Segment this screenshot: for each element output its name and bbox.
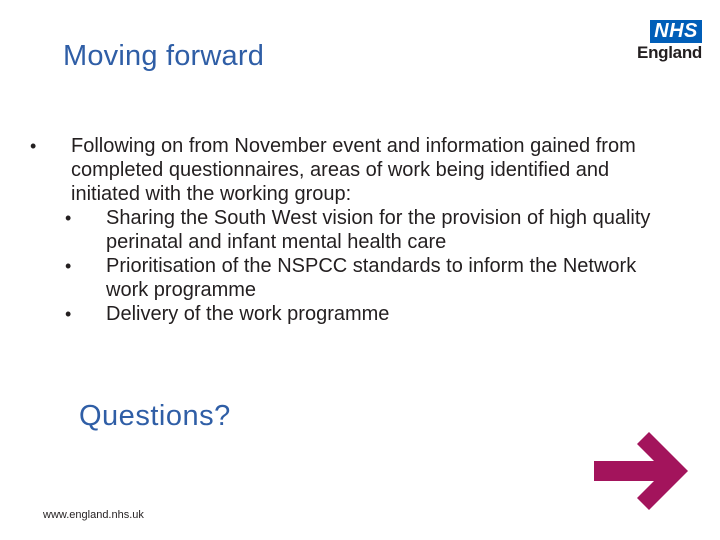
sub-bullet-text: Delivery of the work programme [106,303,390,325]
arrow-shaft [594,461,664,481]
slide-body [30,134,670,326]
questions-heading: Questions? [79,400,231,432]
bullet-glyph: • [65,256,72,276]
sub-bullet-text: Sharing the South West vision for the provision of high quality perinatal and infant mental health care [106,207,651,253]
nhs-logo-region: England [637,43,702,62]
sub-bullet-text: Prioritisation of the NSPCC standards to inform the Network work programme [106,255,637,301]
bullet-glyph: • [30,136,37,156]
bullet-text: Following on from November event and information gained from completed questionnaires, areas of work being identified and initiated with the working group: [71,135,636,205]
sub-bullet-item [65,206,670,254]
bullet-glyph: • [65,208,72,228]
nhs-logo-box: NHS [650,20,702,43]
sub-bullet-item [65,302,670,326]
bullet-glyph: • [65,304,72,324]
slide-title: Moving forward [63,40,265,72]
sub-bullet-item [65,254,670,302]
next-arrow-icon[interactable] [592,432,692,514]
nhs-england-logo [636,20,702,66]
bullet-item [30,134,670,206]
footer-url: www.england.nhs.uk [43,509,144,521]
